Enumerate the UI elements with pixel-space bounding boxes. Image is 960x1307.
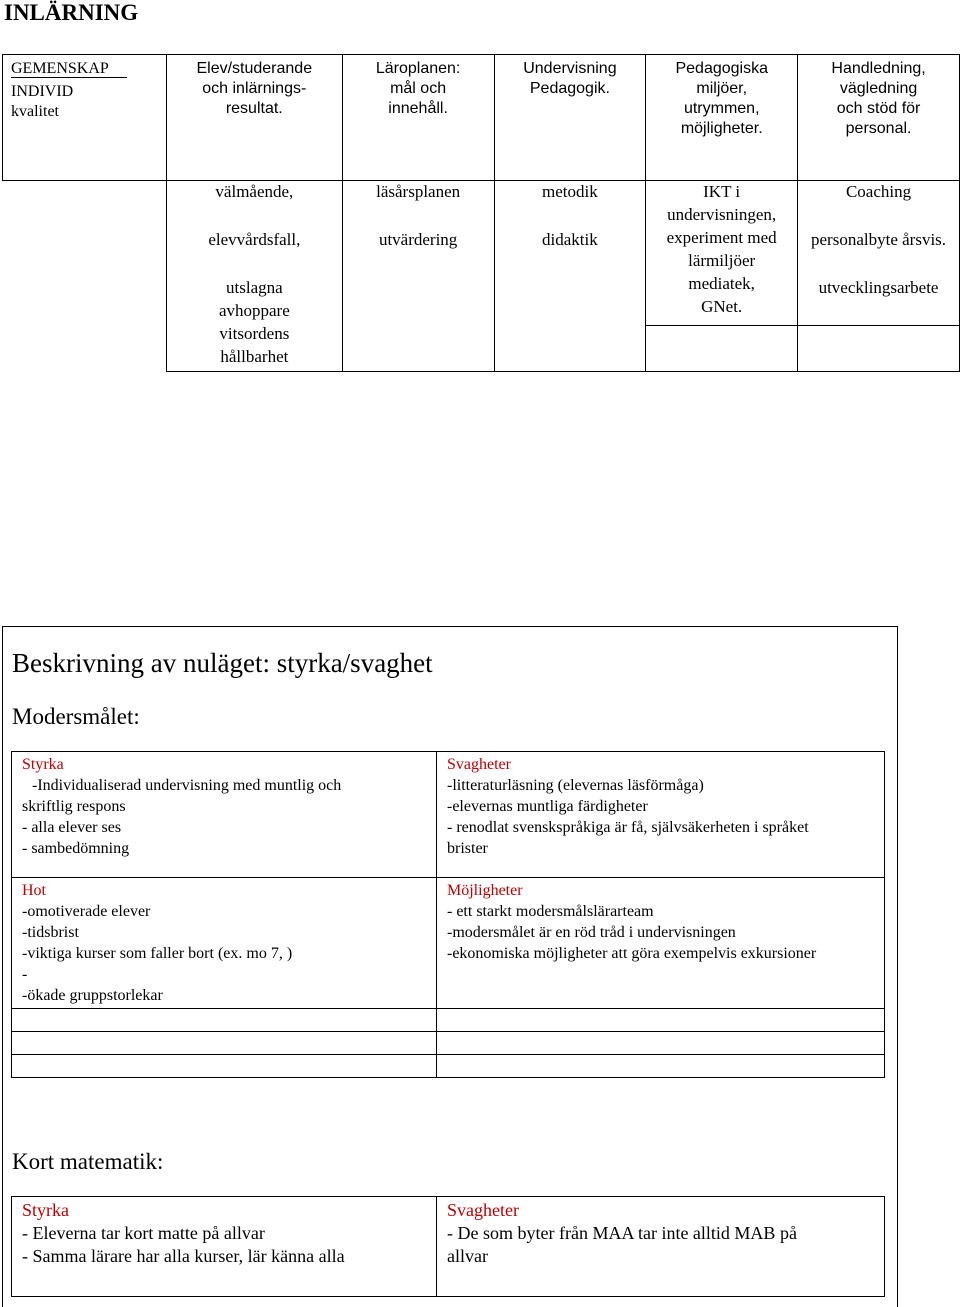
topics-cell-divider (798, 325, 959, 326)
page-title: INLÄRNING (4, 0, 139, 25)
empty-cell (12, 1032, 437, 1055)
section-heading: Beskrivning av nuläget: styrka/svaghet (12, 648, 433, 678)
empty-cell (12, 1009, 437, 1032)
topics-table (166, 180, 960, 372)
kort-svagheter-cell: Svagheter - De som byter från MAA tar inte alltid MAB på allvar (437, 1197, 885, 1297)
topics-col-laroplanen: läsårsplanen utvärdering (342, 180, 494, 371)
kort-matematik-heading: Kort matematik: (12, 1149, 164, 1174)
header-cell-undervisning: Undervisning Pedagogik. (494, 55, 646, 181)
modersmalet-swot-table (11, 751, 885, 1078)
topics-col-handledning: Coaching personalbyte årsvis. utvecklingsarbete (798, 180, 960, 371)
header-table (2, 54, 960, 181)
swot-mojligheter-cell: Möjligheter - ett starkt modersmålslärarteam -modersmålet är en röd tråd i undervisningen -ekonomiska möjligheter att göra exempelvis exkursioner (437, 878, 885, 1009)
kort-styrka-label: Styrka (22, 1200, 69, 1220)
kort-styrka-cell: Styrka - Eleverna tar kort matte på allvar - Samma lärare har alla kurser, lär känna alla (12, 1197, 437, 1297)
styrka-label: Styrka (22, 756, 64, 773)
topics-col-undervisning: metodik didaktik (494, 180, 646, 371)
header-cell-handledning: Handledning, vägledning och stöd för personal. (798, 55, 960, 181)
empty-cell (12, 1055, 437, 1078)
header-cell-scope (3, 55, 167, 181)
header-individ: INDIVID (11, 83, 74, 100)
kort-svagheter-label: Svagheter (447, 1200, 519, 1220)
svagheter-label: Svagheter (447, 756, 511, 773)
empty-cell (437, 1032, 885, 1055)
swot-styrka-cell: Styrka -Individualiserad undervisning med muntlig och skriftlig respons - alla elever ses - sambedömning (12, 752, 437, 878)
header-cell-elev: Elev/studerande och inlärnings- resultat. (166, 55, 342, 181)
empty-cell (437, 1055, 885, 1078)
header-cell-miljoer: Pedagogiska miljöer, utrymmen, möjligheter. (646, 55, 798, 181)
topics-cell-divider (646, 325, 797, 326)
mojligheter-label: Möjligheter (447, 882, 523, 899)
hot-label: Hot (22, 882, 46, 899)
swot-svagheter-cell: Svagheter -litteraturläsning (elevernas läsförmåga) -elevernas muntliga färdigheter - renodlat svenskspråkiga är få, självsäkerheten i språket brister (437, 752, 885, 878)
empty-cell (437, 1009, 885, 1032)
swot-hot-cell: Hot -omotiverade elever -tidsbrist -viktiga kurser som faller bort (ex. mo 7, ) - -ökade gruppstorlekar (12, 878, 437, 1009)
header-gemenskap: GEMENSKAP (11, 59, 127, 78)
kort-matematik-swot-table (11, 1196, 885, 1297)
modersmalet-heading: Modersmålet: (12, 704, 140, 729)
header-kvalitet: kvalitet (11, 103, 59, 120)
topics-col-elev: välmående, elevvårdsfall, utslagna avhoppare vitsordens hållbarhet (167, 180, 343, 371)
header-cell-laroplanen: Läroplanen: mål och innehåll. (342, 55, 494, 181)
topics-col-miljoer: IKT i undervisningen, experiment med lärmiljöer mediatek, GNet. (646, 180, 798, 371)
